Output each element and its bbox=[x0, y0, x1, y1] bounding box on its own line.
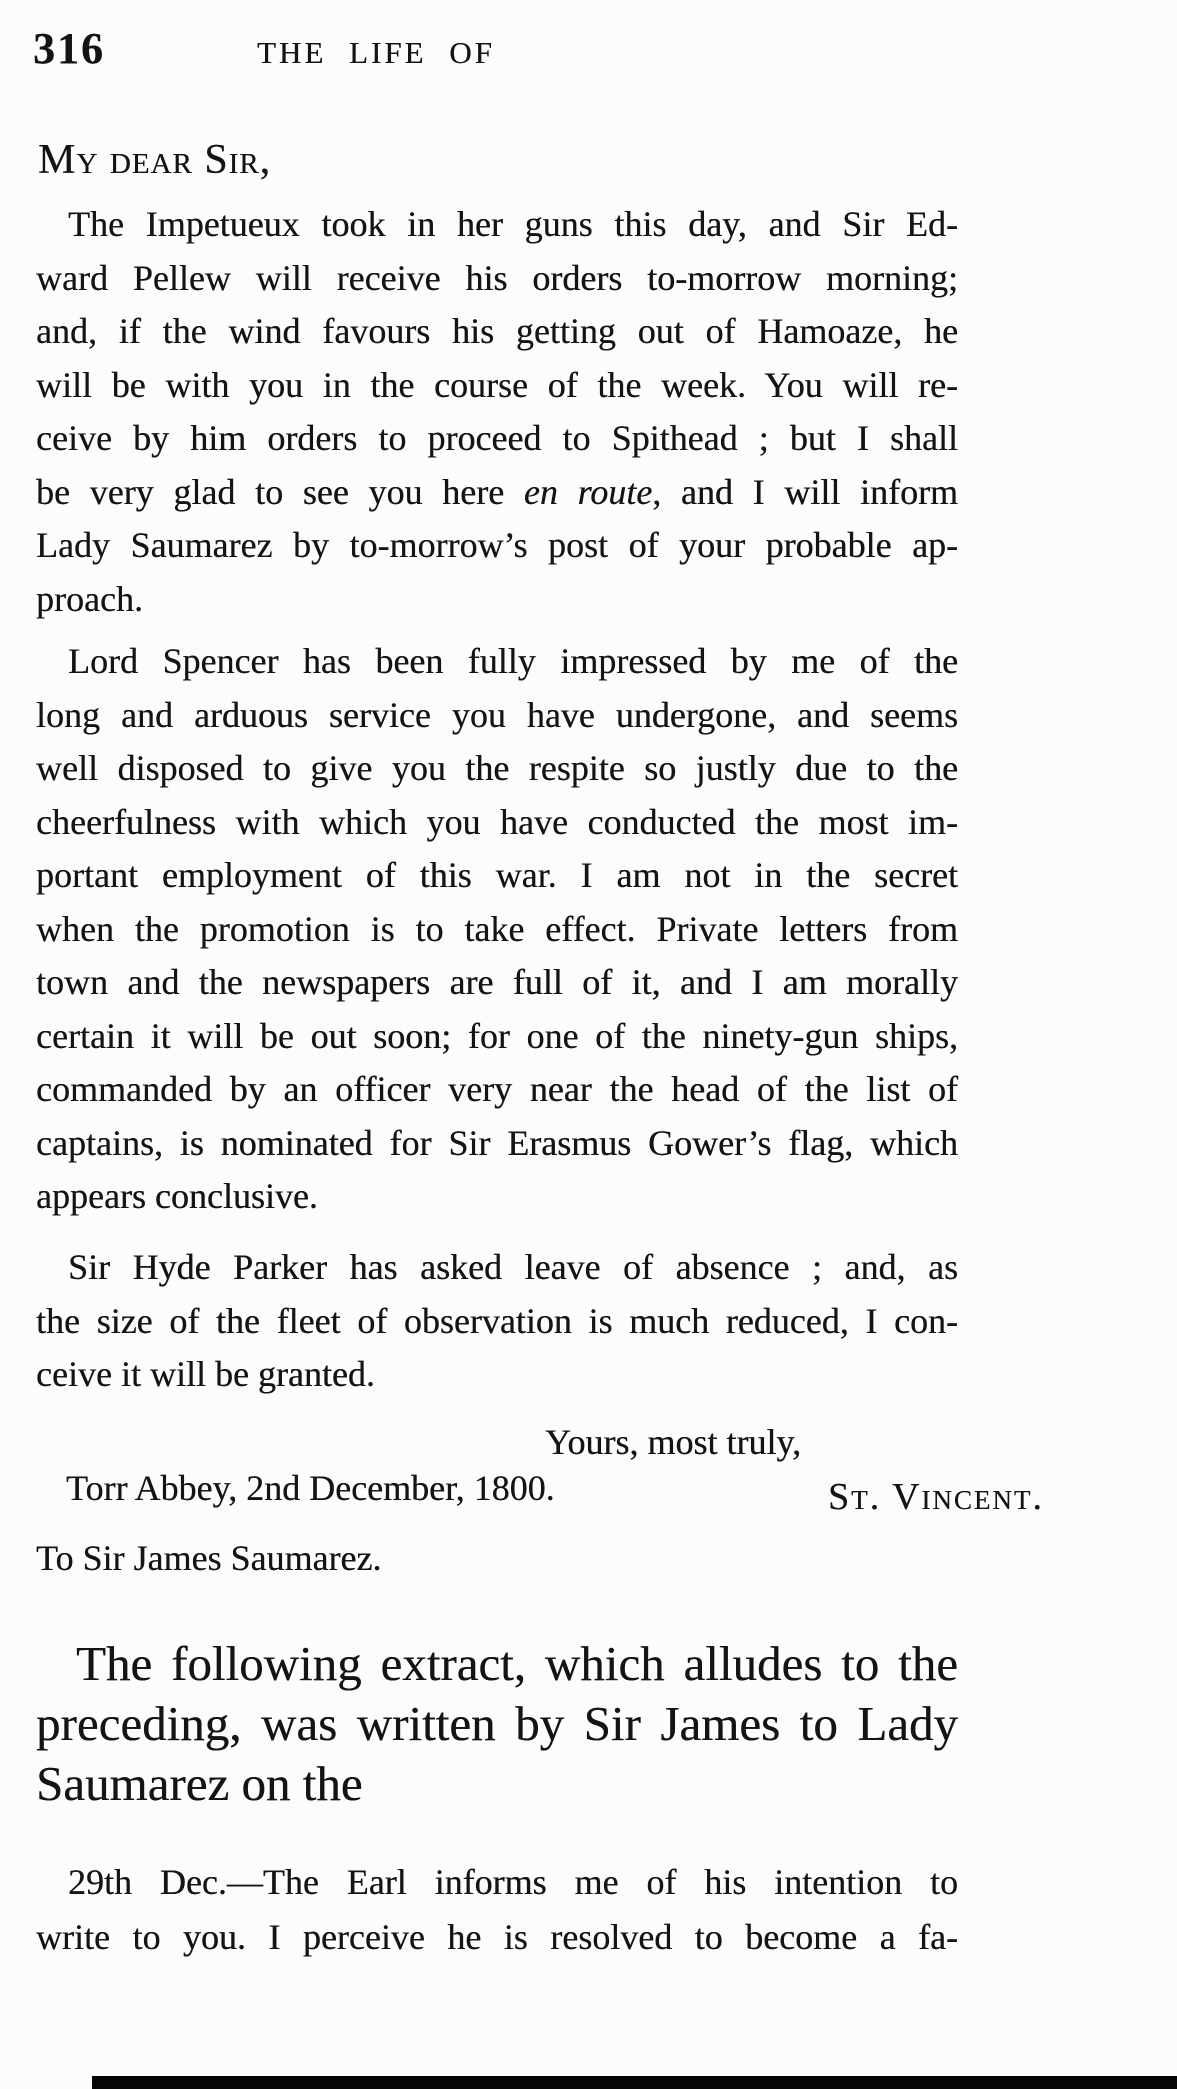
letter-closing: Yours, most truly, bbox=[545, 1422, 802, 1462]
page-number: 316 bbox=[33, 24, 105, 73]
text-line: preceding, was written by Sir James to Lady bbox=[36, 1696, 958, 1751]
text-line: long and arduous service you have undergone, and seems bbox=[36, 694, 958, 735]
text-line: and, if the wind favours his getting out of Hamoaze, he bbox=[36, 311, 958, 351]
diary-extract-paragraph bbox=[36, 1855, 958, 1965]
text-line: appears conclusive. bbox=[36, 1176, 318, 1216]
text-line: 29th Dec.—The Earl informs me of his intention to bbox=[68, 1862, 958, 1902]
text-line: town and the newspapers are full of it, and I am morally bbox=[36, 962, 958, 1002]
text-line: The Impetueux took in her guns this day, and Sir Ed- bbox=[68, 204, 958, 244]
narrative-paragraph bbox=[36, 1634, 958, 1814]
text-line: Saumarez on the bbox=[36, 1756, 363, 1811]
text-line: commanded by an officer very near the head of the list of bbox=[36, 1069, 958, 1109]
text-line bbox=[36, 466, 958, 520]
text-line: ceive it will be granted. bbox=[36, 1354, 375, 1394]
text-line: portant employment of this war. I am not in the secret bbox=[36, 855, 958, 895]
text-line: write to you. I perceive he is resolved to become a fa- bbox=[36, 1917, 958, 1957]
letter-paragraph-1 bbox=[36, 198, 958, 626]
text-line: when the promotion is to take effect. Private letters from bbox=[36, 908, 958, 949]
letter-signature: St. Vincent. bbox=[828, 1476, 1044, 1518]
text-line: ceive by him orders to proceed to Spithead ; but I shall bbox=[36, 418, 958, 458]
letter-dateline: Torr Abbey, 2nd December, 1800. bbox=[66, 1468, 555, 1508]
letter-paragraph-2 bbox=[36, 635, 958, 1224]
letter-paragraph-3 bbox=[36, 1241, 958, 1402]
text-line: Sir Hyde Parker has asked leave of absence ; and, as bbox=[68, 1247, 958, 1287]
text-line: the size of the fleet of observation is much reduced, I con- bbox=[36, 1300, 958, 1341]
text-line: captains, is nominated for Sir Erasmus Gower’s flag, which bbox=[36, 1122, 958, 1163]
text-segment: be very glad to see you here bbox=[36, 471, 524, 512]
text-line: certain it will be out soon; for one of the ninety-gun ships, bbox=[36, 1015, 958, 1056]
scan-edge-bar bbox=[92, 2076, 1177, 2089]
letter-salutation: My dear Sir, bbox=[38, 137, 272, 183]
text-line: Lord Spencer has been fully impressed by me of the bbox=[68, 641, 958, 681]
text-line: well disposed to give you the respite so justly due to the bbox=[36, 748, 958, 788]
text-line: cheerfulness with which you have conducted the most im- bbox=[36, 801, 958, 842]
text-line: The following extract, which alludes to the bbox=[76, 1636, 958, 1691]
letter-addressee: To Sir James Saumarez. bbox=[36, 1538, 382, 1578]
text-line: will be with you in the course of the week. You will re- bbox=[36, 364, 958, 405]
text-line: Lady Saumarez by to-morrow’s post of your probable ap- bbox=[36, 525, 958, 565]
text-segment: , and I will inform bbox=[652, 471, 959, 512]
text-line: proach. bbox=[36, 578, 143, 619]
text-line: ward Pellew will receive his orders to-morrow morning; bbox=[36, 257, 958, 298]
italic-phrase: en route bbox=[523, 471, 653, 512]
running-title: THE LIFE OF bbox=[257, 35, 495, 70]
